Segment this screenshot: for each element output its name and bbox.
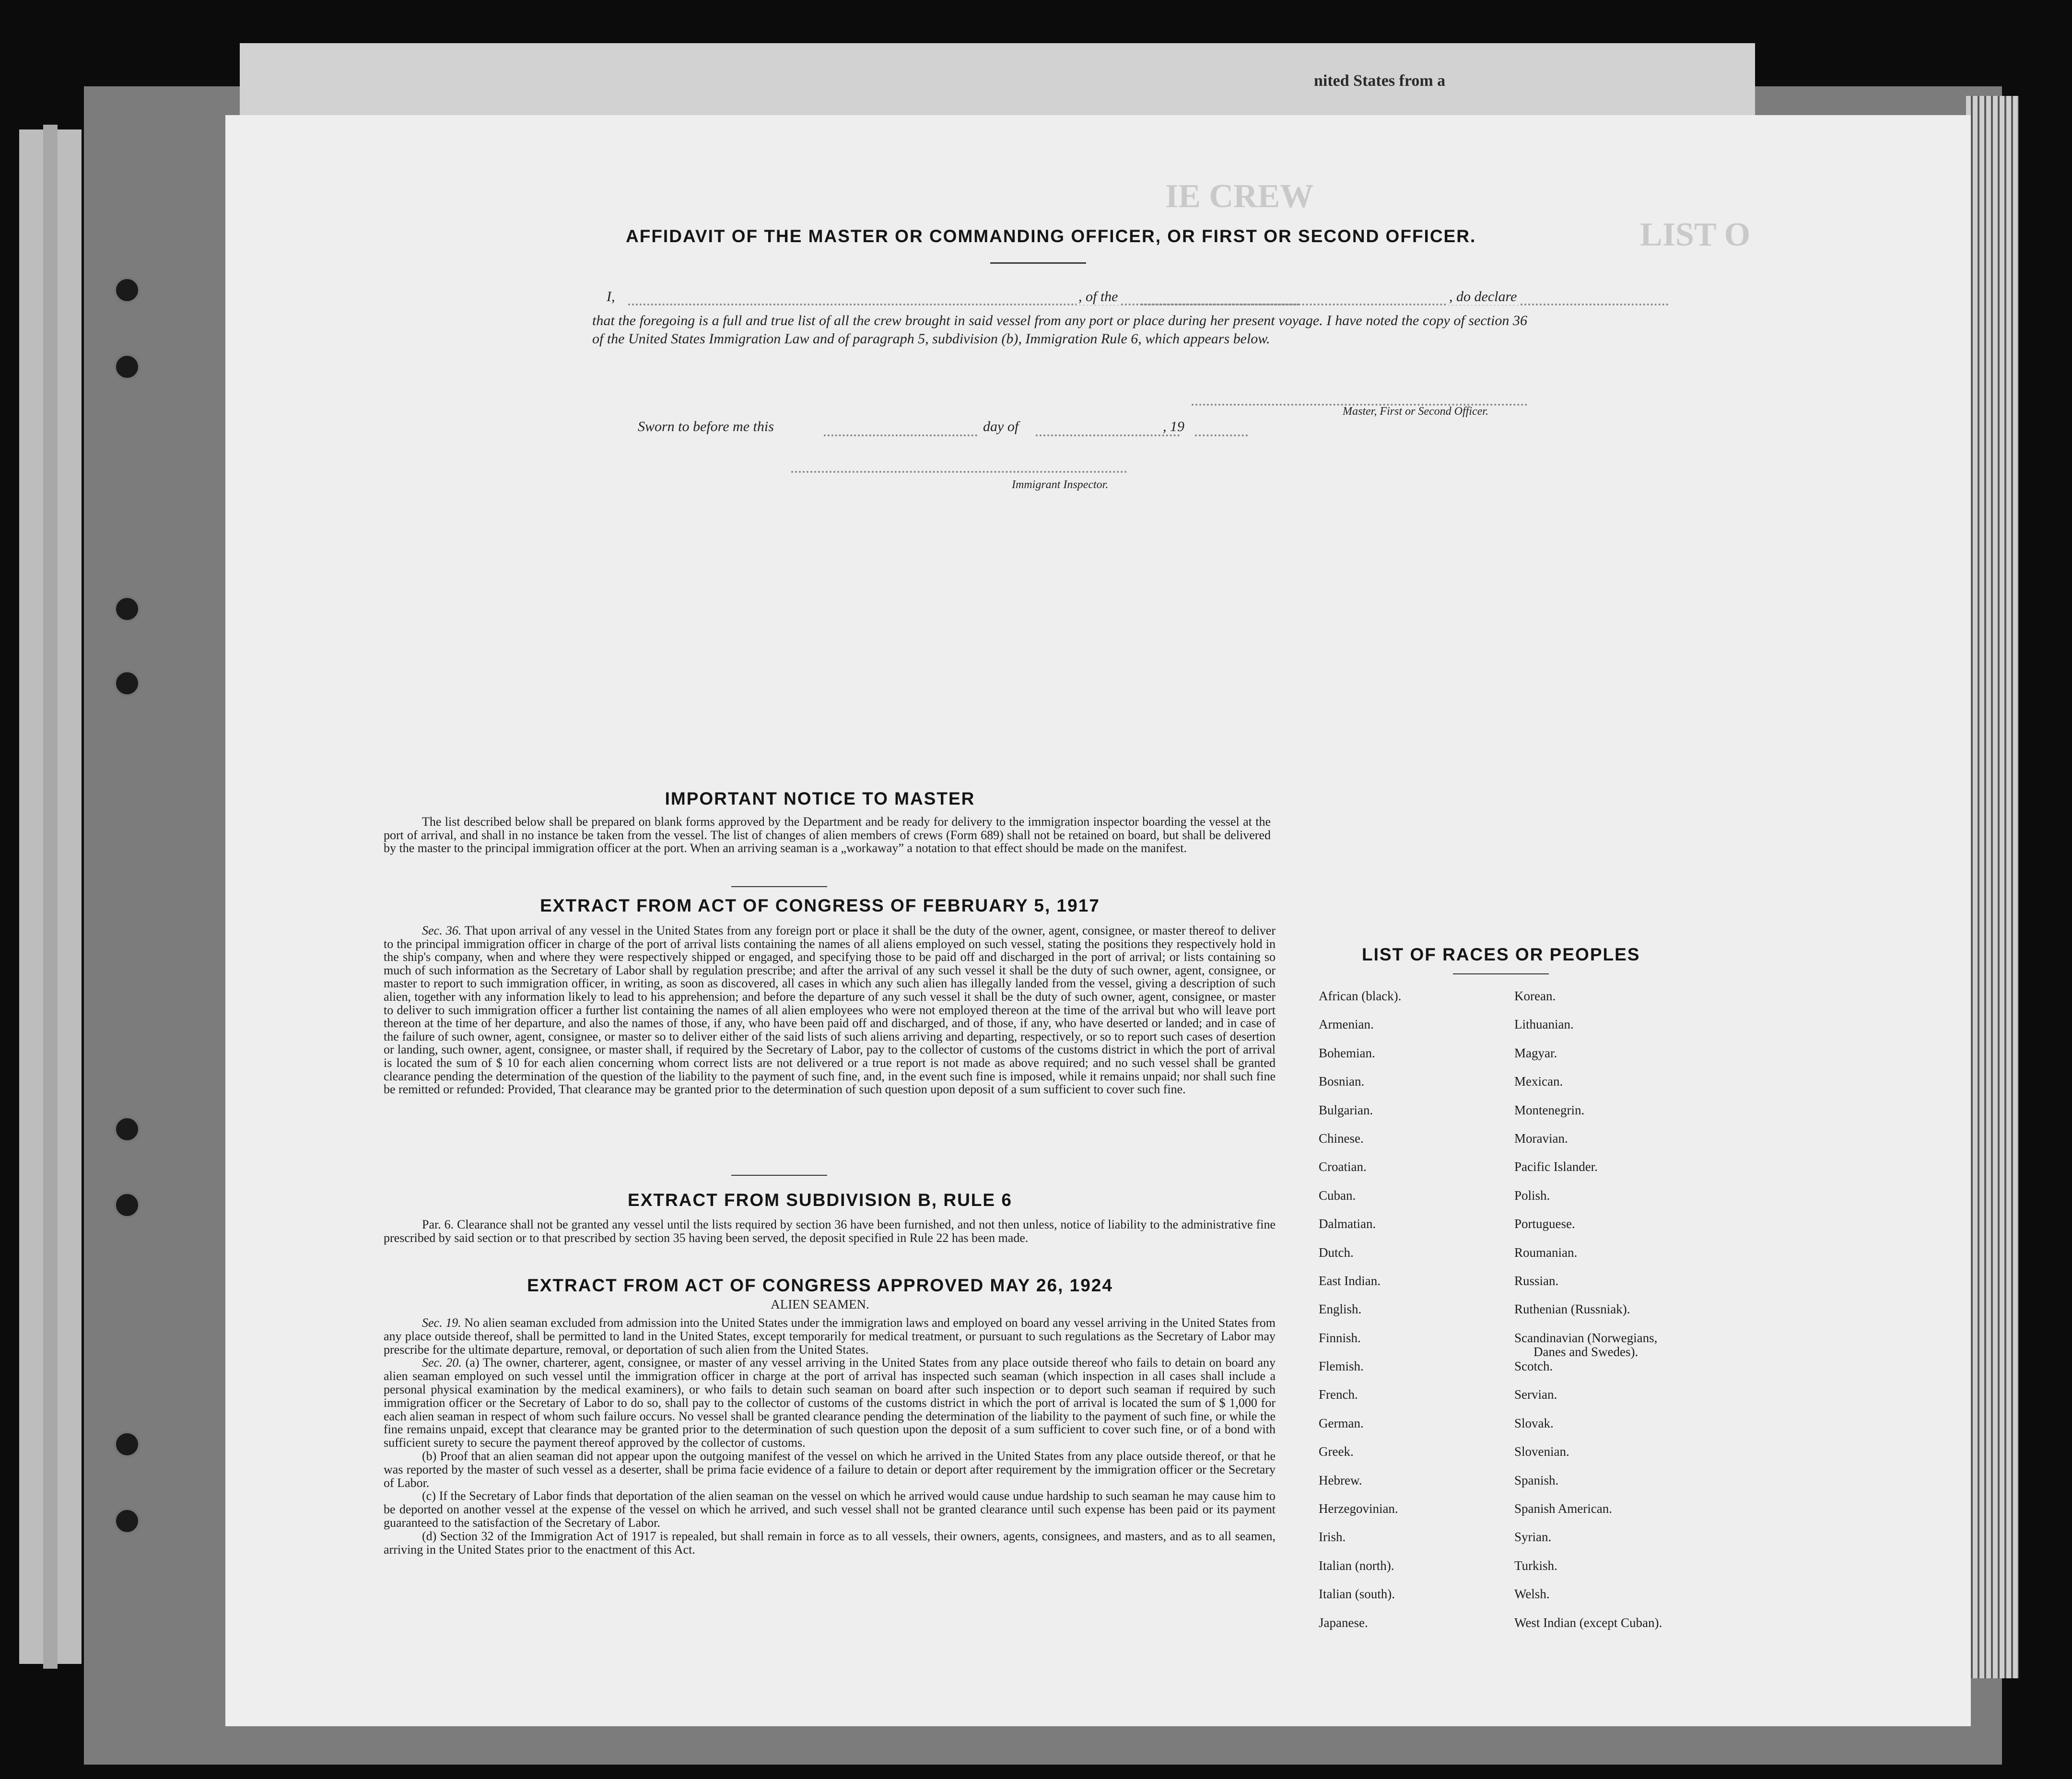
races-divider: [1453, 973, 1549, 974]
back-sheet: [240, 43, 1755, 125]
race-item: Moravian.: [1514, 1131, 1568, 1146]
binder-hole: [114, 353, 140, 380]
affidavit-i: I,: [607, 289, 615, 304]
race-item: Finnish.: [1319, 1330, 1361, 1345]
affidavit-divider: [990, 262, 1086, 264]
document-page: [225, 115, 1971, 1726]
extract-1917-title: EXTRACT FROM ACT OF CONGRESS OF FEBRUARY 5, 1917: [540, 896, 1100, 915]
race-item: Greek.: [1319, 1444, 1354, 1459]
race-item: Scotch.: [1514, 1359, 1553, 1374]
sec20-label: Sec. 20.: [422, 1356, 462, 1370]
affidavit-of-the: , of the: [1077, 289, 1120, 305]
race-item: Turkish.: [1514, 1558, 1557, 1573]
sworn-text: Sworn to before me this: [638, 419, 774, 434]
race-item: French.: [1319, 1387, 1358, 1402]
inspector-label: Immigrant Inspector.: [1012, 479, 1109, 491]
extract-1924-subtitle: ALIEN SEAMEN.: [771, 1297, 869, 1311]
race-item: Japanese.: [1319, 1615, 1368, 1630]
sec36-text: That upon arrival of any vessel in the United States from any foreign port or place it shall be the duty of the owner, agent, consignee, or master thereof to deliver to the principal immigration officer in charge of the port of arrival lists containing the names of all aliens employed on such vessel, stating the positions they respectively hold in the ship's company, when and where they were respectively shipped or engaged, and specifying those to be paid off and discharged in the port of arrival; or lists containing so much of such information as the Secretary of Labor shall by regulation prescribe; and after the arrival of any such vessel it shall be the duty of such owner, agent, consignee, or master to report to such immigration officer, in writing, as soon as discovered, all cases in which any such alien has illegally landed from the vessel, giving a description of such alien, together with any information likely to lead to his apprehension; and before the departure of any such vessel it shall be the duty of such owner, agent, consignee, or master to deliver to such immigration officer a further list containing the names of all alien employees who were not employed thereon at the time of the arrival but who will leave port thereon at the time of her departure, and also the names of those, if any, who have been paid off and discharged, and of those, if any, who have deserted or landed; and in case of the failure of such owner, agent, consignee, or master so to deliver either of the said lists of such aliens arriving and departing, respectively, or so to report such cases of desertion or landing, such owner, agent, consignee, or master shall, if required by the Secretary of Labor, pay to the collector of customs of the customs district in which the port of arrival is located the sum of $ 10 for each alien concerning whom correct lists are not delivered or a true report is not made as above required; and no such vessel shall be granted clearance pending the determination of the question of the liability to the payment of such fine, and, in the event such fine is imposed, while it remains unpaid; nor shall such fine be remitted or refunded: Provided, That clearance may be granted prior to the determination of such question upon deposit of a sum sufficient to cover such fine.: [384, 924, 1276, 1097]
extract-1924-title: EXTRACT FROM ACT OF CONGRESS APPROVED MAY 26, 1924: [527, 1276, 1113, 1295]
race-item: Bohemian.: [1319, 1045, 1375, 1060]
sworn-day-blank: [824, 434, 977, 436]
bleed-through-title: LIST O: [1640, 216, 1751, 253]
race-item: Welsh.: [1514, 1587, 1550, 1602]
race-item: Hebrew.: [1319, 1473, 1362, 1487]
binder-hole: [114, 1508, 140, 1534]
race-item: Bosnian.: [1319, 1074, 1365, 1089]
race-item: African (black).: [1319, 989, 1402, 1003]
race-item: Magyar.: [1514, 1045, 1557, 1060]
race-item: Mexican.: [1514, 1074, 1563, 1089]
race-item: Dalmatian.: [1319, 1217, 1376, 1231]
left-page-edge: [43, 125, 58, 1669]
race-item: Roumanian.: [1514, 1245, 1578, 1260]
race-item: Flemish.: [1319, 1359, 1364, 1374]
race-item: Korean.: [1514, 989, 1556, 1003]
sec19-text: No alien seaman excluded from admission into the United States under the immigration laws and employed on board any vessel arriving in the United States from any place outside thereof, shall be permitted to land in the United States, except temporarily for medical treatment, or pursuant to such regulations as the Secretary of Labor may prescribe for the ultimate departure, removal, or deportation of such alien from the United States.: [384, 1316, 1276, 1357]
vessel-blank: [1141, 304, 1669, 305]
race-item: Irish.: [1319, 1530, 1346, 1545]
sworn-month-blank: [1036, 434, 1180, 436]
binder-hole: [114, 596, 140, 622]
race-item: Dutch.: [1319, 1245, 1354, 1260]
race-item: Polish.: [1514, 1188, 1550, 1203]
extract-1917-body: [384, 924, 1276, 1096]
race-item: West Indian (except Cuban).: [1514, 1615, 1662, 1630]
race-item: Bulgarian.: [1319, 1102, 1373, 1117]
race-item: Armenian.: [1319, 1017, 1374, 1032]
race-item: Danes and Swedes).: [1534, 1345, 1639, 1359]
race-item: Russian.: [1514, 1273, 1559, 1288]
sworn-year: , 19: [1163, 419, 1184, 434]
sec19-label: Sec. 19.: [422, 1316, 461, 1330]
extract-rule6-body: [384, 1218, 1276, 1244]
race-item: Syrian.: [1514, 1530, 1552, 1545]
race-item: Scandinavian (Norwegians,: [1514, 1330, 1658, 1345]
race-item: Montenegrin.: [1514, 1102, 1585, 1117]
race-item: Slovenian.: [1514, 1444, 1569, 1459]
sec20c-text: (c) If the Secretary of Labor finds that deportation of the alien seaman on the vessel on which he arrived would cause undue hardship to such seaman he may cause him to be deported on another vessel at the expense of the vessel on which he arrived, and such vessel shall not be granted clearance until such expense has been paid or its payment guaranteed to the satisfaction of the Secretary of Labor.: [384, 1489, 1276, 1530]
race-item: Spanish American.: [1514, 1501, 1612, 1516]
race-item: Chinese.: [1319, 1131, 1364, 1146]
race-item: Herzegovinian.: [1319, 1501, 1398, 1516]
rule6-text: Par. 6. Clearance shall not be granted any vessel until the lists required by section 36 have been furnished, and not then unless, notice of liability to the administrative fine prescribed by said section or to that prescribed by section 35 having been served, the deposit specified in Rule 22 has been made.: [384, 1217, 1276, 1245]
race-item: Cuban.: [1319, 1188, 1356, 1203]
race-item: East Indian.: [1319, 1273, 1381, 1288]
binder-hole: [114, 1192, 140, 1218]
back-sheet-text: nited States from a: [1314, 72, 1446, 90]
sec20b-text: (b) Proof that an alien seaman did not appear upon the outgoing manifest of the vessel on which he arrived in the United States from any place outside thereof, or that he was reported by the master of such vessel as a deserter, shall be prima facie evidence of a failure to detain or deport after requirement by the immigration officer or the Secretary of Labor.: [384, 1449, 1276, 1490]
binder-hole: [114, 277, 140, 304]
extract-1917-divider: [731, 1175, 827, 1176]
affidavit-declare: , do declare: [1447, 289, 1519, 305]
race-item: Pacific Islander.: [1514, 1159, 1598, 1174]
race-item: Ruthenian (Russniak).: [1514, 1302, 1630, 1317]
notice-divider: [731, 886, 827, 887]
bleed-through-crew: IE CREW: [1165, 178, 1314, 215]
sec36-label: Sec. 36.: [422, 924, 462, 937]
extract-1924-body: [384, 1316, 1276, 1556]
page-stack-edge: [1966, 96, 2019, 1678]
races-left-column: [1319, 989, 1401, 1644]
race-item: Croatian.: [1319, 1159, 1367, 1174]
race-item: Spanish.: [1514, 1473, 1559, 1487]
sworn-day-of: day of: [983, 419, 1019, 434]
race-item: Italian (south).: [1319, 1587, 1395, 1602]
binder-hole: [114, 670, 140, 697]
race-item: Lithuanian.: [1514, 1017, 1574, 1032]
inspector-signature-line: [791, 471, 1127, 473]
races-right-column: [1514, 989, 1662, 1644]
race-item: English.: [1319, 1302, 1362, 1317]
notice-body: [384, 815, 1271, 855]
year-blank: [1195, 434, 1248, 436]
sec20d-text: (d) Section 32 of the Immigration Act of 1917 is repealed, but shall remain in force as to all vessels, their owners, agents, consignees, and masters, and as to all seamen, arriving in the United States prior to the enactment of this Act.: [384, 1529, 1276, 1557]
race-item: Slovak.: [1514, 1416, 1554, 1430]
binder-hole: [114, 1116, 140, 1143]
race-item: Italian (north).: [1319, 1558, 1394, 1573]
notice-title: IMPORTANT NOTICE TO MASTER: [665, 789, 975, 808]
race-item: Servian.: [1514, 1387, 1557, 1402]
notice-text: The list described below shall be prepared on blank forms approved by the Department and be ready for delivery to the immigration inspector boarding the vessel at the port of arrival, and shall in no instance be taken from the vessel. The list of changes of alien members of crews (Form 689) shall not be retained on board, but shall be delivered by the master to the principal immigration officer at the port. When an arriving seaman is a „workaway” a notation to that effect should be made on the manifest.: [384, 815, 1271, 855]
affidavit-body: that the foregoing is a full and true list of all the crew brought in said vessel from any port or place during her present voyage. I have noted the copy of section 36 of the United States Immigration Law and of paragraph 5, subdivision (b), Immigration Rule 6, which appears below.: [592, 313, 1527, 347]
races-title: LIST OF RACES OR PEOPLES: [1362, 945, 1640, 964]
extract-rule6-title: EXTRACT FROM SUBDIVISION B, RULE 6: [628, 1190, 1012, 1210]
master-signature-label: Master, First or Second Officer.: [1343, 405, 1488, 418]
race-item: Portuguese.: [1514, 1217, 1575, 1231]
binder-hole: [114, 1431, 140, 1458]
race-item: German.: [1319, 1416, 1364, 1430]
sec20a-text: (a) The owner, charterer, agent, consignee, or master of any vessel arriving in the United States from any place outside thereof who fails to detain on board any alien seaman employed on such vessel until the immigration officer in charge at the port of arrival has inspected such seaman (which inspection in all cases shall include a personal physical examination by the medical examiners), or who fails to detain such seaman on board after such inspection or to deport such seaman if required by such immigration officer or the Secretary of Labor to do so, shall pay to the collector of customs of the customs district in which the port of arrival is located the sum of $ 1,000 for each alien seaman in respect of whom such failure occurs. No vessel shall be granted clearance pending the determination of the liability to the payment of such fine, or while the fine remains unpaid, except that clearance may be granted prior to the determination of such question upon the deposit of a sum sufficient to cover such fine, or of a bond with sufficient surety to secure the payment thereof approved by the collector of customs.: [384, 1356, 1276, 1450]
affidavit-title: AFFIDAVIT OF THE MASTER OR COMMANDING OFFICER, OR FIRST OR SECOND OFFICER.: [626, 226, 1476, 246]
